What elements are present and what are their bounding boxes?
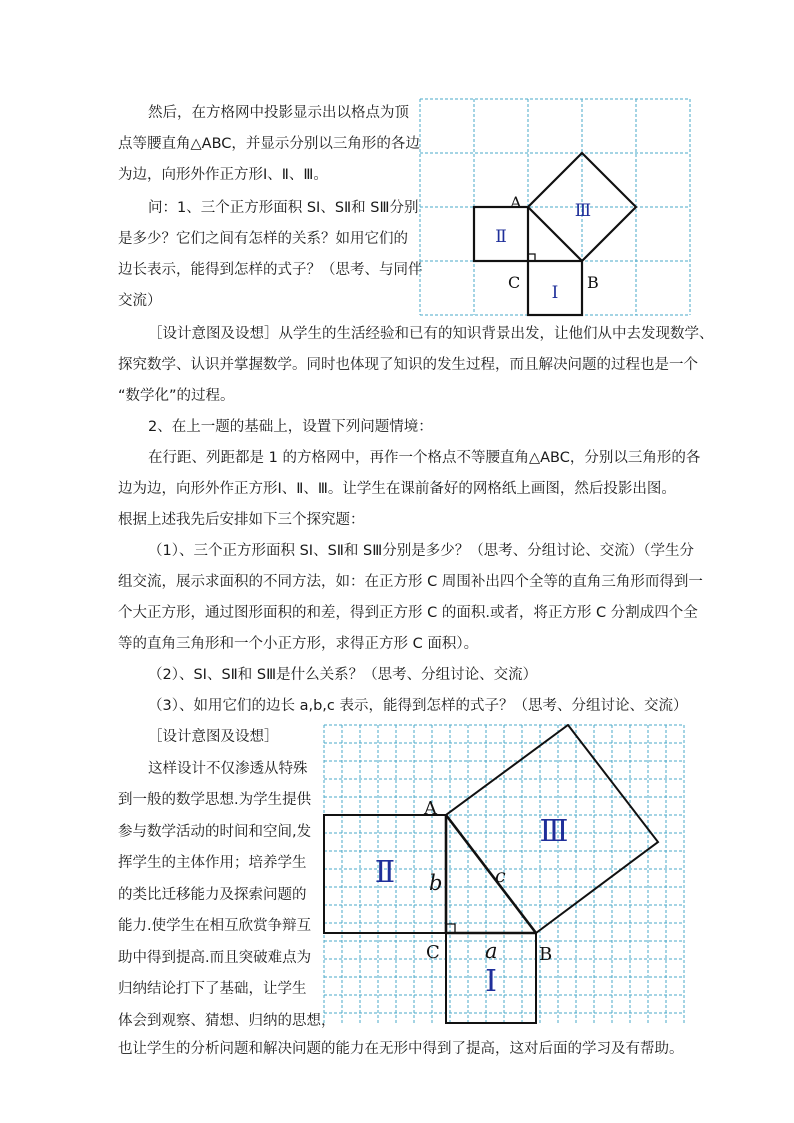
intro-line-4: 问：1、三个正方形面积 SⅠ、SⅡ和 SⅢ分别	[148, 200, 419, 216]
body-line-7: 根据上述我先后安排如下三个探究题：	[118, 512, 365, 528]
intro-line-5: 是多少？它们之间有怎样的关系？如用它们的	[118, 231, 408, 247]
intro-line-3: 为边，向形外作正方形Ⅰ、Ⅱ、Ⅲ。	[118, 167, 328, 183]
design-line-7: 能力.使学生在相互欣赏争辩互	[118, 918, 312, 934]
fig1-roman-III: Ⅲ	[574, 201, 592, 221]
fig2-roman-III: Ⅲ	[539, 814, 569, 849]
design-line-8: 助中得到提高.而且突破难点为	[118, 949, 312, 966]
fig2-label-a: a	[485, 939, 498, 963]
figure-2-scalene-right-triangle	[323, 724, 687, 1026]
fig2-label-C: C	[426, 942, 440, 963]
fig2-roman-I: Ⅰ	[485, 964, 497, 999]
intro-line-7: 交流）	[118, 293, 162, 309]
fig2-label-A: A	[424, 798, 437, 819]
fig1-roman-II: Ⅱ	[495, 227, 507, 247]
body-line-2: 探究数学、认识并掌握数学。同时也体现了知识的发生过程，而且解决问题的过程也是一个	[118, 357, 698, 373]
design-line-6: 的类比迁移能力及探索问题的	[118, 886, 307, 903]
body-line-5: 在行距、列距都是 1 的方格网中，再作一个格点不等腰直角△ABC，分别以三角形的各	[148, 450, 701, 466]
fig1-label-A: A	[510, 193, 522, 212]
body-text	[118, 319, 714, 722]
design-line-2: 这样设计不仅渗透从特殊	[148, 760, 308, 777]
body-line-11: 等的直角三角形和一个小正方形，求得正方形 C 面积）。	[118, 636, 479, 652]
figure-1-isosceles-right-triangle	[419, 98, 695, 318]
fig2-roman-II: Ⅱ	[374, 855, 396, 890]
design-line-4: 参与数学活动的时间和空间,发	[118, 823, 312, 840]
fig1-label-B: B	[587, 273, 599, 292]
body-line-12: （2）、SⅠ、SⅡ和 SⅢ是什么关系？（思考、分组讨论、交流）	[148, 667, 538, 683]
design-last-line: 也让学生的分析问题和解决问题的能力在无形中得到了提高，这对后面的学习及有帮助。	[118, 1041, 684, 1057]
body-line-4: 2、在上一题的基础上，设置下列问题情境：	[148, 419, 433, 435]
body-line-6: 边为边，向形外作正方形Ⅰ、Ⅱ、Ⅲ。让学生在课前备好的网格纸上画图，然后投影出图。	[118, 481, 676, 497]
design-text	[118, 722, 336, 1037]
design-line-5: 挥学生的主体作用；培养学生	[118, 855, 307, 871]
body-line-10: 个大正方形，通过图形面积的和差，得到正方形 C 的面积.或者，将正方形 C 分割成四个全	[118, 605, 698, 621]
intro-line-6: 边长表示，能得到怎样的式子？（思考、与同伴	[118, 262, 423, 278]
fig2-label-b: b	[429, 871, 443, 895]
body-line-13: （3）、如用它们的边长 a,b,c 表示，能得到怎样的式子？（思考、分组讨论、交流）	[148, 698, 688, 714]
body-line-8: （1）、三个正方形面积 SⅠ、SⅡ和 SⅢ分别是多少？（思考、分组讨论、交流）（学生分	[148, 543, 694, 559]
design-line-1: ［设计意图及设想］	[148, 729, 279, 745]
design-line-9: 归纳结论打下了基础，让学生	[118, 981, 307, 997]
design-line-3: 到一般的数学思想.为学生提供	[118, 792, 312, 808]
fig1-label-C: C	[508, 273, 521, 292]
intro-line-2: 点等腰直角△ABC，并显示分别以三角形的各边	[118, 136, 420, 152]
fig2-label-c: c	[495, 865, 506, 887]
body-line-9: 组交流，展示求面积的不同方法，如：在正方形 C 周围补出四个全等的直角三角形而得到一	[118, 574, 703, 590]
body-line-3: “数学化”的过程。	[118, 388, 235, 404]
body-line-1: ［设计意图及设想］从学生的生活经验和已有的知识背景出发，让他们从中去发现数学、	[148, 326, 714, 342]
intro-line-1: 然后，在方格网中投影显示出以格点为顶	[148, 105, 409, 121]
fig2-label-B: B	[539, 944, 553, 965]
design-line-10: 体会到观察、猜想、归纳的思想，	[118, 1012, 336, 1029]
fig1-roman-I: Ⅰ	[551, 283, 559, 303]
